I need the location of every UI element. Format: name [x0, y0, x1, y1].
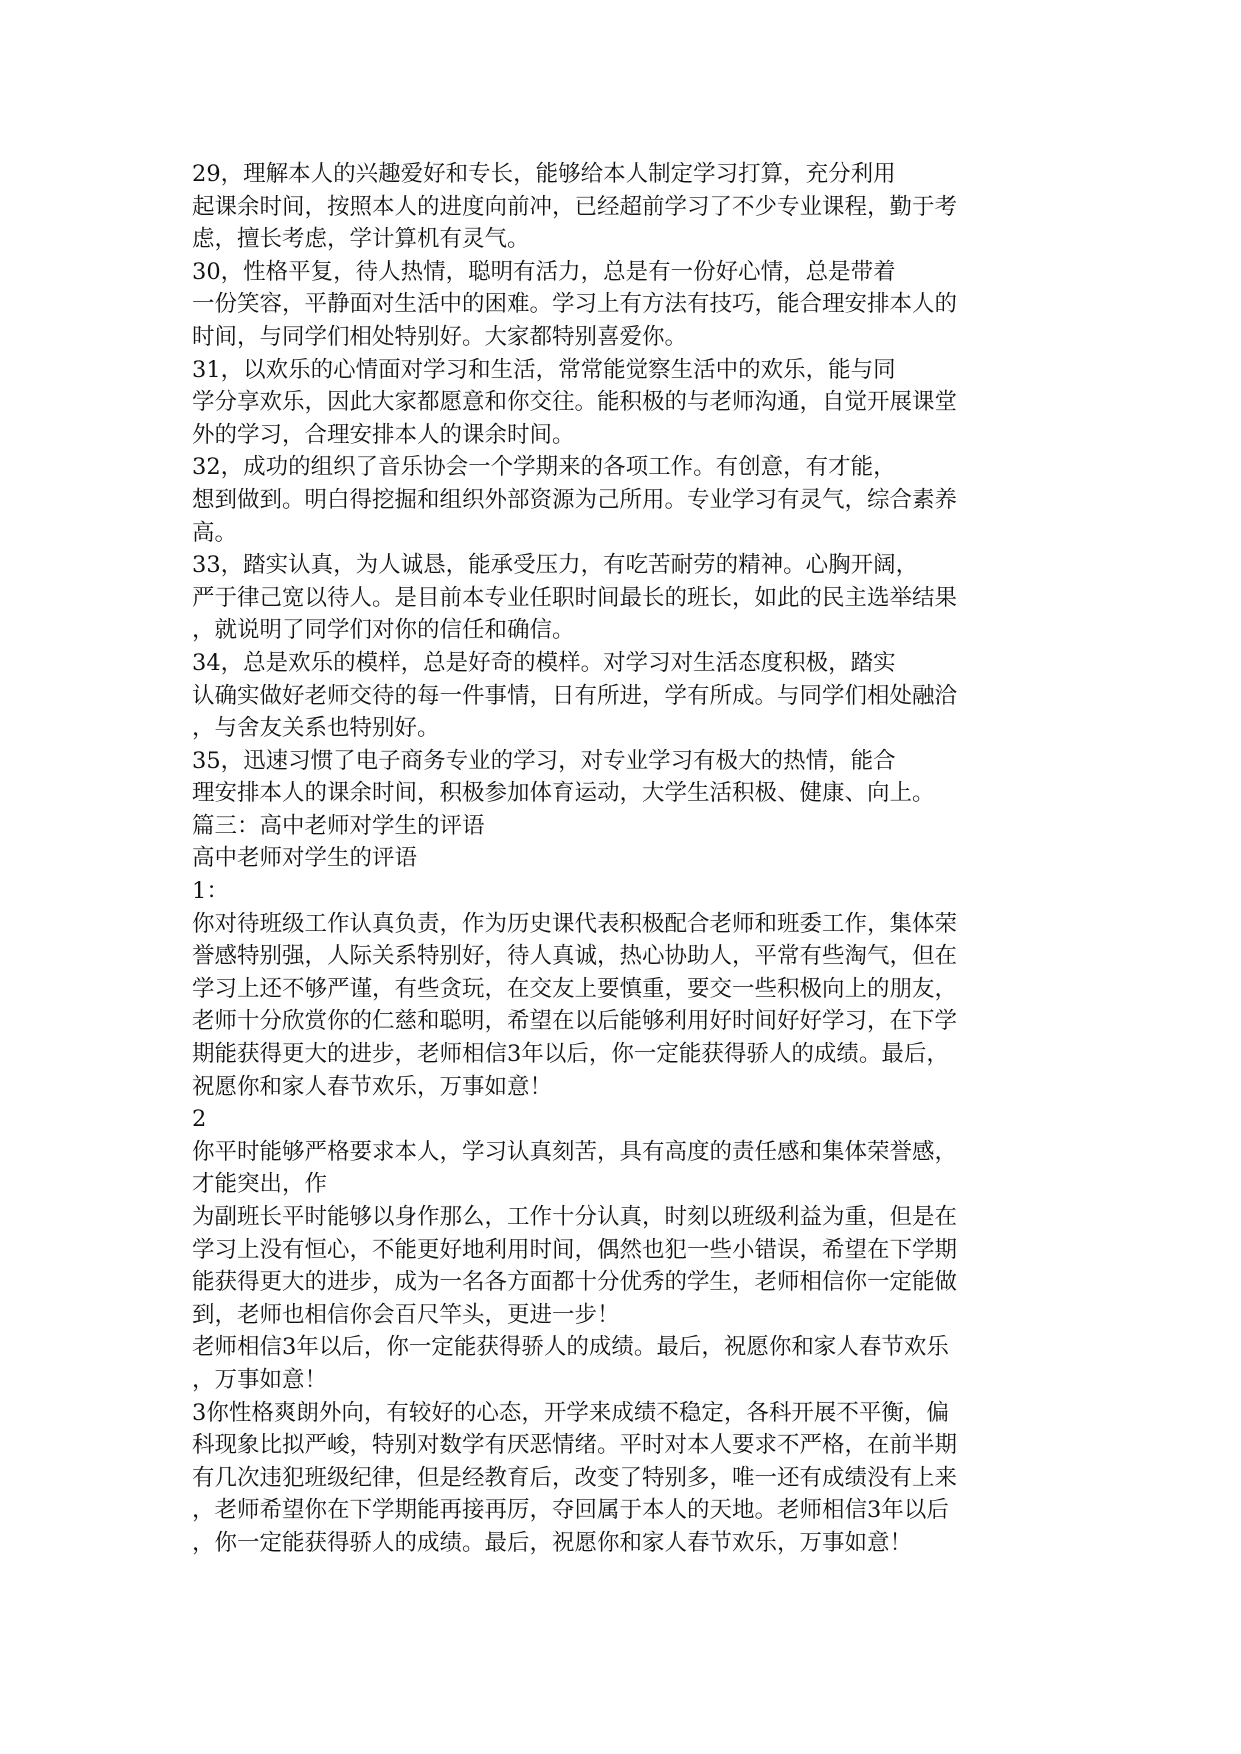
document-title: 高中老师对学生的评语: [192, 845, 418, 872]
text-line: 有几次违犯班级纪律，但是经教育后，改变了特别多，唯一还有成绩没有上来: [192, 1464, 958, 1491]
text-line: 祝愿你和家人春节欢乐，万事如意！: [192, 1073, 553, 1100]
item-number: 1：: [192, 878, 229, 905]
text-line: 老师相信3年以后，你一定能获得骄人的成绩。最后，祝愿你和家人春节欢乐: [192, 1334, 949, 1361]
text-line: ，就说明了同学们对你的信任和确信。: [192, 617, 575, 644]
document-body: [192, 158, 1052, 1560]
text-line: 誉感特别强，人际关系特别好，待人真诚，热心协助人，平常有些淘气，但在: [192, 943, 958, 970]
text-line: 学分享欢乐，因此大家都愿意和你交往。能积极的与老师沟通，自觉开展课堂: [192, 389, 958, 416]
text-line: 33，踏实认真，为人诚恳，能承受压力，有吃苦耐劳的精神。心胸开阔，: [192, 552, 919, 579]
text-line: 才能突出，作: [192, 1171, 328, 1198]
text-line: 学习上没有恒心，不能更好地利用时间，偶然也犯一些小错误，希望在下学期: [192, 1236, 958, 1263]
text-line: ，万事如意！: [192, 1366, 328, 1393]
text-line: 29，理解本人的兴趣爱好和专长，能够给本人制定学习打算，充分利用: [192, 161, 896, 187]
text-line: 31，以欢乐的心情面对学习和生活，常常能觉察生活中的欢乐，能与同: [192, 356, 896, 383]
text-line: 能获得更大的进步，成为一名各方面都十分优秀的学生，老师相信你一定能做: [192, 1269, 958, 1296]
text-line: 你对待班级工作认真负责，作为历史课代表积极配合老师和班委工作，集体荣: [192, 910, 958, 937]
text-line: 30，性格平复，待人热情，聪明有活力，总是有一份好心情，总是带着: [192, 258, 896, 285]
text-line: 虑，擅长考虑，学计算机有灵气。: [192, 226, 530, 253]
text-line: 时间，与同学们相处特别好。大家都特别喜爱你。: [192, 323, 688, 350]
text-line: 为副班长平时能够以身作那么，工作十分认真，时刻以班级利益为重，但是在: [192, 1204, 958, 1230]
text-line: 严于律己宽以待人。是目前本专业任职时间最长的班长，如此的民主选举结果: [192, 584, 958, 611]
text-line: ，与舍友关系也特别好。: [192, 715, 440, 742]
text-line: 想到做到。明白得挖掘和组织外部资源为己所用。专业学习有灵气，综合素养: [192, 486, 958, 513]
text-line: 35，迅速习惯了电子商务专业的学习，对专业学习有极大的热情，能合: [192, 747, 896, 774]
text-line: 起课余时间，按照本人的进度向前冲，已经超前学习了不少专业课程，勤于考: [192, 193, 958, 220]
text-line: 到，老师也相信你会百尺竿头，更进一步！: [192, 1301, 620, 1328]
text-line: 32，成功的组织了音乐协会一个学期来的各项工作。有创意，有才能，: [192, 454, 896, 481]
text-line: 一份笑容，平静面对生活中的困难。学习上有方法有技巧，能合理安排本人的: [192, 291, 958, 318]
text-line: 外的学习，合理安排本人的课余时间。: [192, 421, 575, 448]
text-line: 34，总是欢乐的模样，总是好奇的模样。对学习对生活态度积极，踏实: [192, 649, 896, 676]
text-line: 老师十分欣赏你的仁慈和聪明，希望在以后能够利用好时间好好学习，在下学: [192, 1008, 958, 1035]
text-line: 3你性格爽朗外向，有较好的心态，开学来成绩不稳定，各科开展不平衡，偏: [192, 1399, 949, 1426]
text-line: 学习上还不够严谨，有些贪玩，在交友上要慎重，要交一些积极向上的朋友，: [192, 975, 958, 1002]
text-line: ，老师希望你在下学期能再接再厉，夺回属于本人的天地。老师相信3年以后: [192, 1497, 949, 1524]
text-line: 理安排本人的课余时间，积极参加体育运动，大学生活积极、健康、向上。: [192, 780, 935, 807]
text-line: ，你一定能获得骄人的成绩。最后，祝愿你和家人春节欢乐，万事如意！: [192, 1529, 913, 1556]
text-line: 你平时能够严格要求本人，学习认真刻苦，具有高度的责任感和集体荣誉感，: [192, 1138, 958, 1165]
text-line: 认确实做好老师交待的每一件事情，日有所进，学有所成。与同学们相处融洽: [192, 682, 958, 709]
text-line: 期能获得更大的进步，老师相信3年以后，你一定能获得骄人的成绩。最后，: [192, 1041, 949, 1068]
section-heading: 篇三：高中老师对学生的评语: [192, 812, 485, 839]
text-line: 科现象比拟严峻，特别对数学有厌恶情绪。平时对本人要求不严格，在前半期: [192, 1432, 958, 1459]
item-number: 2: [192, 1106, 207, 1133]
text-line: 高。: [192, 519, 238, 546]
